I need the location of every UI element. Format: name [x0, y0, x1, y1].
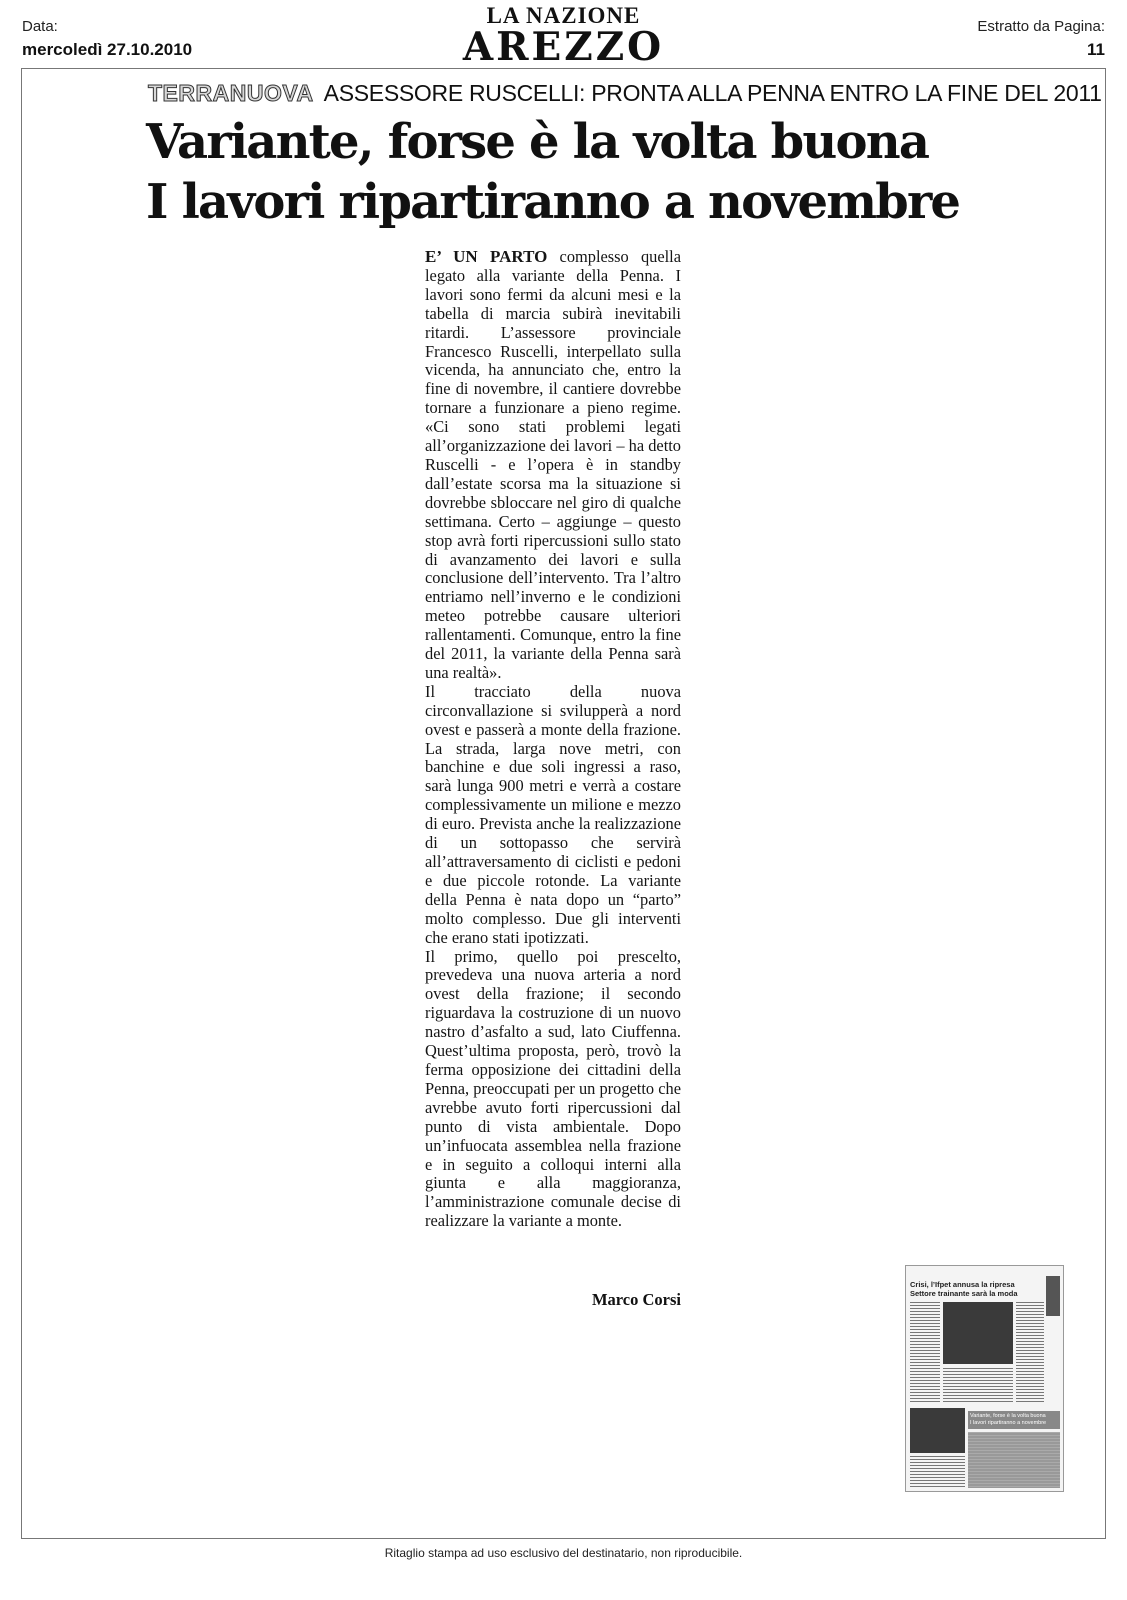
thumbnail-text-block — [943, 1368, 1013, 1404]
date-label: Data: — [22, 18, 58, 35]
masthead — [0, 3, 1127, 70]
page-label: Estratto da Pagina: — [977, 18, 1105, 35]
article-body — [425, 248, 681, 1231]
thumbnail-photo — [910, 1408, 965, 1453]
article-paragraph — [425, 248, 681, 683]
thumbnail-photo — [1046, 1276, 1060, 1316]
thumbnail-text-block — [1016, 1302, 1044, 1402]
page-block — [977, 18, 1105, 60]
thumbnail-highlight-line-1: Variante, forse è la volta buona — [970, 1413, 1046, 1419]
article-paragraph-text: complesso quella legato alla variante della Penna. I lavori sono fermi da alcuni mesi e la tabella di marcia subirà inevitabili ritardi. L’assessore provinciale Francesco Ruscelli, interpellato sulla vicenda, ha annunciato che, entro la fine di novembre, il cantiere dovrebbe tornare a funzionare a pieno regime. «Ci sono stati problemi legati all’organizzazione dei lavori – ha detto Ruscelli - e l’opera è in standby dall’estate scorsa ma la situazione si dovrebbe sbloccare nel giro di qualche settimana. Certo – aggiunge – questo stop avrà forti ripercussioni sullo stato di avanzamento dei lavori e sulla conclusione dell’intervento. Tra l’altro entriamo nell’inverno e le condizioni meteo potrebbe causare ulteriori rallentamenti. Comunque, entro la fine del 2011, la variante della Penna sarà una realtà». — [425, 247, 681, 682]
article-headline — [146, 112, 959, 232]
article-subtitle: ASSESSORE RUSCELLI: PRONTA ALLA PENNA ENTRO LA FINE DEL 2011 — [323, 80, 1102, 106]
article-lead: E’ UN PARTO — [425, 247, 548, 266]
thumbnail-highlight — [968, 1411, 1060, 1429]
thumbnail-text-block — [968, 1432, 1060, 1488]
edition-name: AREZZO — [462, 24, 665, 70]
date-value: mercoledì 27.10.2010 — [22, 40, 193, 59]
article-kicker: TERRANUOVA — [148, 80, 314, 106]
headline-line-2: I lavori ripartiranno a novembre — [146, 174, 960, 230]
article-overline — [148, 80, 1102, 107]
article-author: Marco Corsi — [591, 1290, 681, 1309]
page-thumbnail — [905, 1265, 1064, 1492]
reproduction-notice: Ritaglio stampa ad uso esclusivo del destinatario, non riproducibile. — [384, 1546, 743, 1560]
article-paragraph: Il tracciato della nuova circonvallazione si svilupperà a nord ovest e passerà a monte della frazione. La strada, larga nove metri, con banchine e due soli ingressi a raso, sarà lunga 900 metri e verrà a costare complessivamente un milione e mezzo di euro. Prevista anche la realizzazione di un sottopasso che servirà all’attraversamento di ciclisti e pedoni e due piccole rotonde. La variante della Penna è nata dopo un “parto” molto complesso. Due gli interventi che erano stati ipotizzati. — [425, 681, 681, 947]
thumbnail-photo — [943, 1302, 1013, 1364]
thumbnail-headline-line-1: Crisi, l’Ifpet annusa la ripresa — [910, 1280, 1015, 1289]
newspaper-name: LA NAZIONE — [486, 3, 641, 28]
thumbnail-headline-line-2: Settore trainante sarà la moda — [910, 1289, 1018, 1298]
thumbnail-text-block — [910, 1302, 940, 1402]
article-paragraph: Il primo, quello poi prescelto, prevedeva una nuova arteria a nord ovest della frazione; il secondo riguardava la costruzione di un nuovo nastro d’asfalto a sud, lato Ciuffenna. Quest’ultima proposta, però, trovò la ferma opposizione dei cittadini della Penna, preoccupati per un progetto che avrebbe avuto forti ripercussioni dal punto di vista ambientale. Dopo un’infuocata assemblea nella frazione e in seguito a colloqui interni alla giunta e alla maggioranza, l’amministrazione comunale decise di realizzare la variante a monte. — [425, 946, 681, 1231]
thumbnail-headline — [910, 1280, 1018, 1298]
page-number: 11 — [1087, 40, 1105, 59]
headline-line-1: Variante, forse è la volta buona — [146, 114, 929, 170]
thumbnail-text-block — [910, 1456, 965, 1488]
thumbnail-highlight-line-2: I lavori ripartiranno a novembre — [970, 1419, 1047, 1426]
